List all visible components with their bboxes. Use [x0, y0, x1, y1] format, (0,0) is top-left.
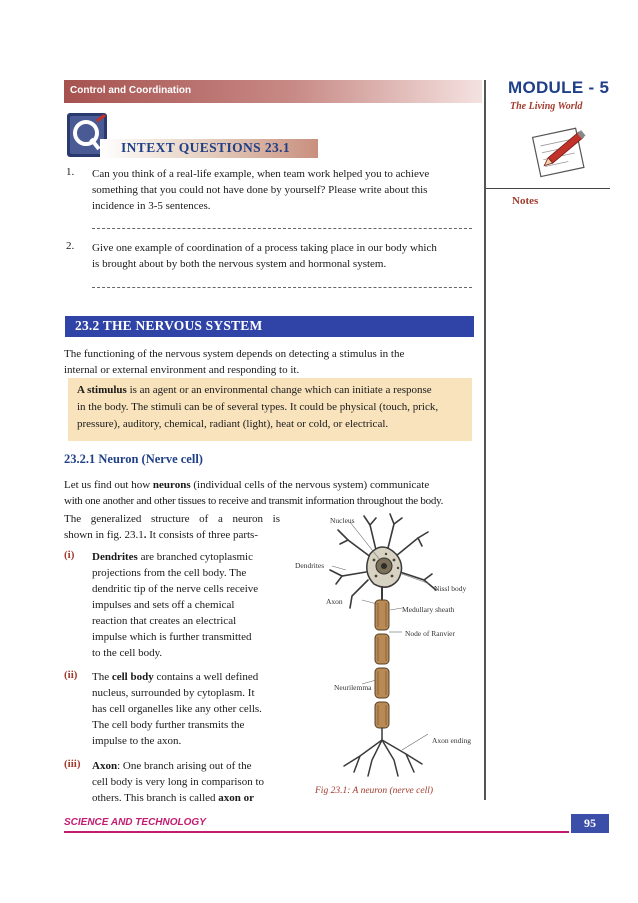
- stimulus-text: [77, 382, 467, 433]
- item-line: [92, 790, 282, 806]
- item-line: [92, 549, 282, 565]
- section-header: [65, 316, 474, 337]
- item-line: has cell organelles like any other cells.: [92, 703, 262, 715]
- text-run: The: [92, 671, 112, 683]
- cell-body-text: [92, 669, 282, 749]
- intext-questions-title: INTEXT QUESTIONS 23.1: [121, 140, 291, 155]
- item-line: projections from the cell body. The: [92, 567, 247, 579]
- section-title: 23.2 THE NERVOUS SYSTEM: [75, 318, 263, 333]
- term-cell-body: cell body: [111, 671, 154, 683]
- item-number: (iii): [64, 758, 81, 770]
- neuron-intro: [64, 477, 476, 509]
- footer-title: SCIENCE AND TECHNOLOGY: [64, 817, 206, 828]
- item-line: impulse which is further transmitted: [92, 631, 252, 643]
- item-line: dendritic tip of the nerve cells receive: [92, 583, 259, 595]
- text-run: : One branch arising out of the: [117, 760, 252, 772]
- question-1-text: [92, 166, 476, 214]
- label-axon: Axon: [326, 597, 343, 606]
- label-dendrites: Dendrites: [295, 561, 325, 570]
- text-run: Let us find out how: [64, 479, 153, 491]
- structure-line: [64, 527, 280, 543]
- structure-line: The generalized structure of a neuron is: [64, 513, 280, 525]
- footer-rule: [64, 831, 569, 833]
- label-nucleus: Nucleus: [330, 516, 355, 525]
- text-run: shown in fig. 23.1: [64, 529, 144, 541]
- notes-rule: [486, 188, 610, 189]
- question-line: something that you could not have done by yourself? Please write about this: [92, 184, 428, 196]
- question-number: 1.: [66, 166, 75, 178]
- question-line: Give one example of coordination of a process taking place in our body which: [92, 242, 437, 254]
- item-line: [92, 758, 282, 774]
- structure-text: [64, 511, 280, 543]
- item-line: [92, 669, 282, 685]
- figure-caption: Fig 23.1: A neuron (nerve cell): [315, 786, 434, 796]
- dendrites-text: [92, 549, 282, 661]
- stimulus-line: pressure), auditory, chemical, radiant (light), heat or cold, or electrical.: [77, 418, 389, 430]
- text-run: (individual cells of the nervous system) communicate: [190, 479, 430, 491]
- notes-pencil-icon: [526, 118, 594, 184]
- intro-line: internal or external environment and responding to it.: [64, 364, 300, 376]
- intro-line: The functioning of the nervous system depends on detecting a stimulus in the: [64, 348, 405, 360]
- question-line: incidence in 3-5 sentences.: [92, 200, 211, 212]
- stimulus-line: is an agent or an environmental change which can initiate a response: [126, 384, 432, 396]
- item-number: (i): [64, 549, 75, 561]
- neuron-intro-line: [64, 477, 476, 493]
- text-run: It consists of three parts-: [146, 529, 258, 541]
- answer-line[interactable]: [92, 287, 472, 288]
- page-number-box: [571, 814, 609, 833]
- subsection-heading: 23.2.1 Neuron (Nerve cell): [64, 452, 203, 466]
- label-axon-ending: Axon ending: [432, 736, 471, 745]
- term-neurons: neurons: [152, 479, 191, 491]
- question-line: is brought about by both the nervous system and hormonal system.: [92, 258, 387, 270]
- chapter-title: Control and Coordination: [70, 85, 192, 96]
- section-intro: [64, 346, 476, 378]
- module-label: MODULE - 5: [508, 78, 610, 97]
- item-number: (ii): [64, 669, 78, 681]
- item-line: The cell body further transmits the: [92, 719, 245, 731]
- chapter-header-bar: [64, 80, 482, 103]
- item-line: impulse to the axon.: [92, 735, 182, 747]
- axon-text: [92, 758, 282, 806]
- question-number: 2.: [66, 240, 75, 252]
- notes-label: Notes: [512, 195, 539, 207]
- label-node-of-ranvier: Node of Ranvier: [405, 629, 455, 638]
- question-2-text: [92, 240, 476, 272]
- medullary-sheath: [375, 600, 389, 728]
- module-subtitle: The Living World: [510, 101, 583, 112]
- item-line: cell body is very long in comparison to: [92, 776, 264, 788]
- item-line: impulses and sets off a chemical: [92, 599, 235, 611]
- page-number: 95: [584, 816, 596, 830]
- label-neurilemma: Neurilemma: [334, 683, 372, 692]
- item-line: nucleus, surrounded by cytoplasm. It: [92, 687, 255, 699]
- stimulus-line: in the body. The stimuli can be of several types. It could be physical (touch, prick,: [77, 401, 439, 413]
- term-dendrites: Dendrites: [92, 551, 138, 563]
- question-line: Can you think of a real-life example, when team work helped you to achieve: [92, 168, 430, 180]
- text-run: are branched cytoplasmic: [137, 551, 253, 563]
- label-medullary-sheath: Medullary sheath: [402, 605, 455, 614]
- stimulus-definition-box: [68, 378, 472, 441]
- text-run: others. This branch is called: [92, 792, 219, 804]
- term-axon: Axon: [92, 760, 118, 772]
- stimulus-term: A stimulus: [77, 384, 127, 396]
- neuron-intro-line: with one another and other tissues to receive and transmit information throughout the body.: [64, 495, 444, 507]
- item-line: reaction that creates an electrical: [92, 615, 237, 627]
- text-run: contains a well defined: [153, 671, 259, 683]
- label-nissl-body: Nissl body: [434, 584, 467, 593]
- item-line: to the cell body.: [92, 647, 163, 659]
- text-run: .: [143, 529, 147, 541]
- term-axon-or: axon or: [218, 792, 255, 804]
- answer-line[interactable]: [92, 228, 472, 229]
